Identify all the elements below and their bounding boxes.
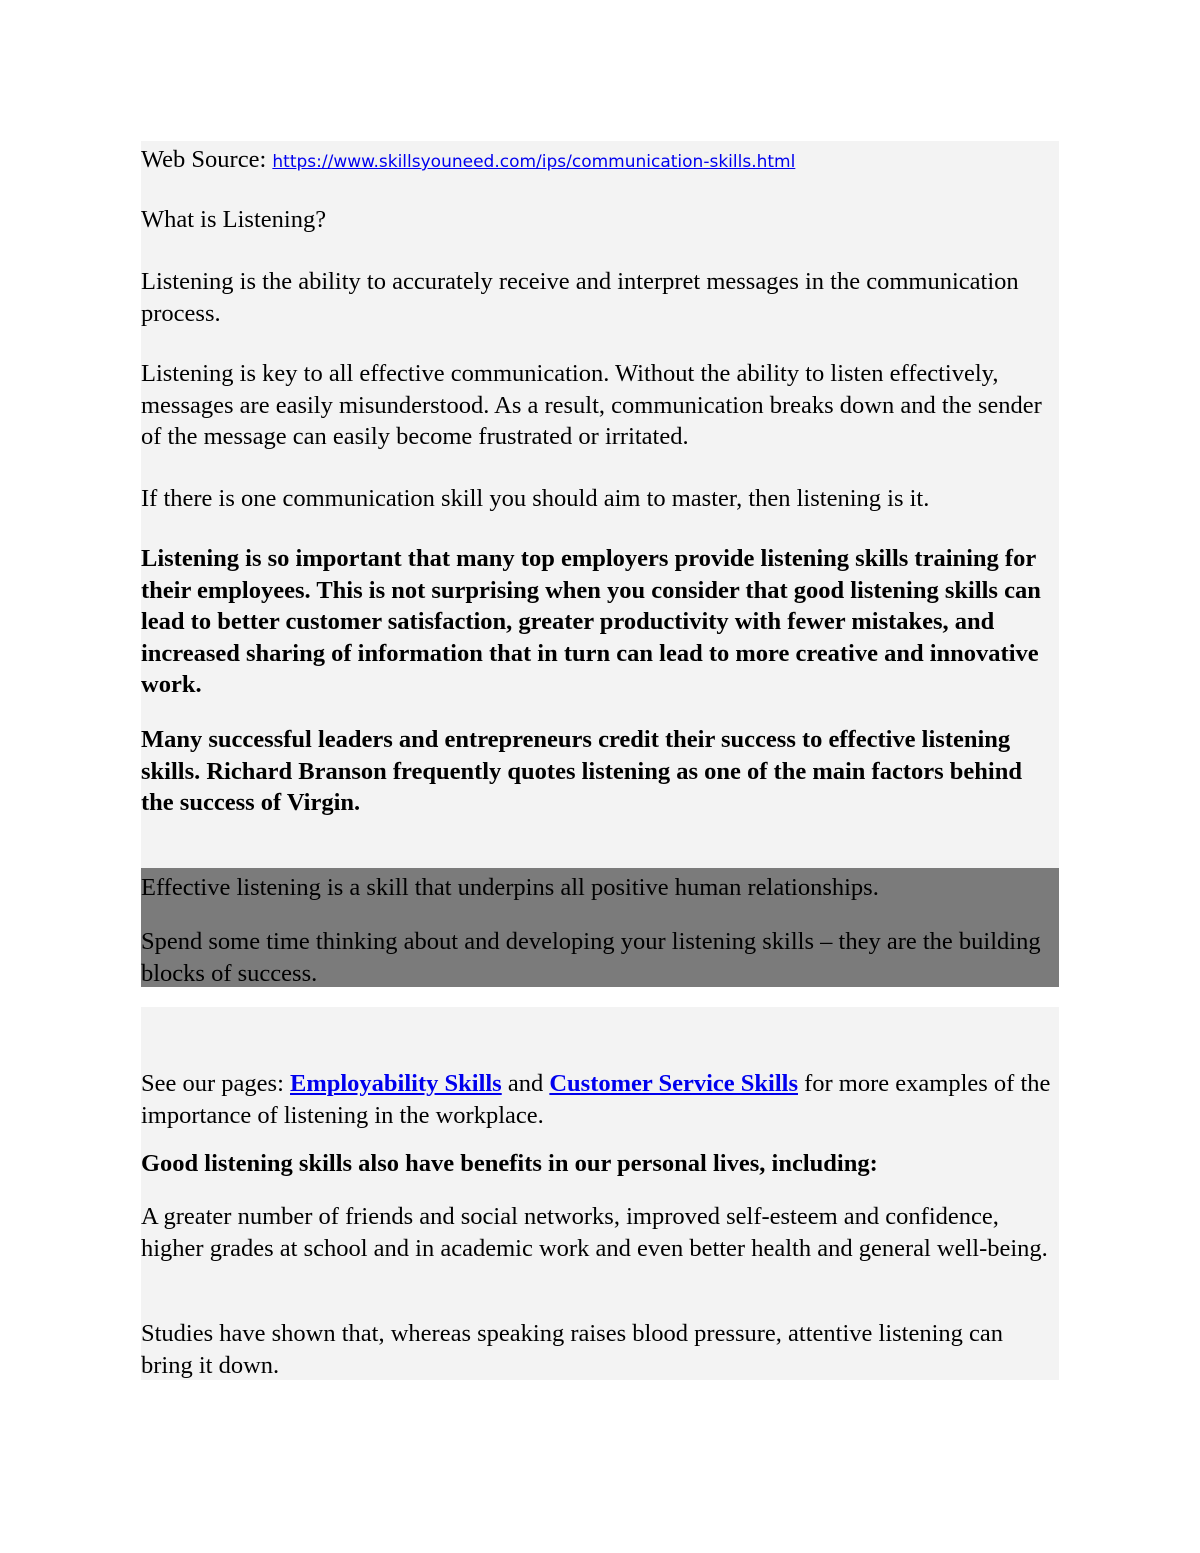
paragraph-employers: Listening is so important that many top employers provide listening skills training for their employees. This is not surprising when you consider that good listening skills can lead to better customer satisfaction, greater productivity with fewer mistakes, and increased sharing of information that in turn can lead to more creative and innovative work.: [141, 545, 1041, 698]
web-source-link[interactable]: https://www.skillsyouneed.com/ips/communication-skills.html: [272, 152, 796, 172]
paragraph-leaders: Many successful leaders and entrepreneurs credit their success to effective listening skills. Richard Branson frequently quotes listening as one of the main factors behind the success of Virgin.: [141, 726, 1022, 816]
paragraph-personal-benefits: A greater number of friends and social networks, improved self-esteem and confidence, higher grades at school and in academic work and even better health and general well-being.: [141, 1203, 1048, 1262]
web-source-label: Web Source:: [141, 146, 273, 173]
see-also-suffix: for more examples of the importance of listening in the workplace.: [141, 1070, 1051, 1129]
paragraph-blood-pressure: Studies have shown that, whereas speaking raises blood pressure, attentive listening can bring it down.: [141, 1320, 1004, 1379]
see-also-prefix: See our pages:: [141, 1070, 290, 1097]
employability-skills-link[interactable]: Employability Skills: [290, 1070, 502, 1097]
section-heading: What is Listening?: [141, 206, 327, 233]
customer-service-skills-link[interactable]: Customer Service Skills: [549, 1070, 798, 1097]
highlight-building-blocks: Spend some time thinking about and developing your listening skills – they are the building blocks of success.: [141, 928, 1041, 987]
paragraph-master-skill: If there is one communication skill you should aim to master, then listening is it.: [141, 485, 930, 512]
see-also-middle: and: [501, 1070, 550, 1097]
highlight-relationships: Effective listening is a skill that underpins all positive human relationships.: [141, 874, 879, 901]
see-also-paragraph: [141, 1068, 1059, 1131]
paragraph-definition: Listening is the ability to accurately receive and interpret messages in the communication process.: [141, 268, 1019, 327]
web-source-line: [141, 144, 1059, 179]
paragraph-key-to-communication: Listening is key to all effective communication. Without the ability to listen effectively, messages are easily misunderstood. As a result, communication breaks down and the sender of the message can easily become frustrated or irritated.: [141, 360, 1042, 450]
personal-benefits-heading: Good listening skills also have benefits in our personal lives, including:: [141, 1150, 878, 1177]
